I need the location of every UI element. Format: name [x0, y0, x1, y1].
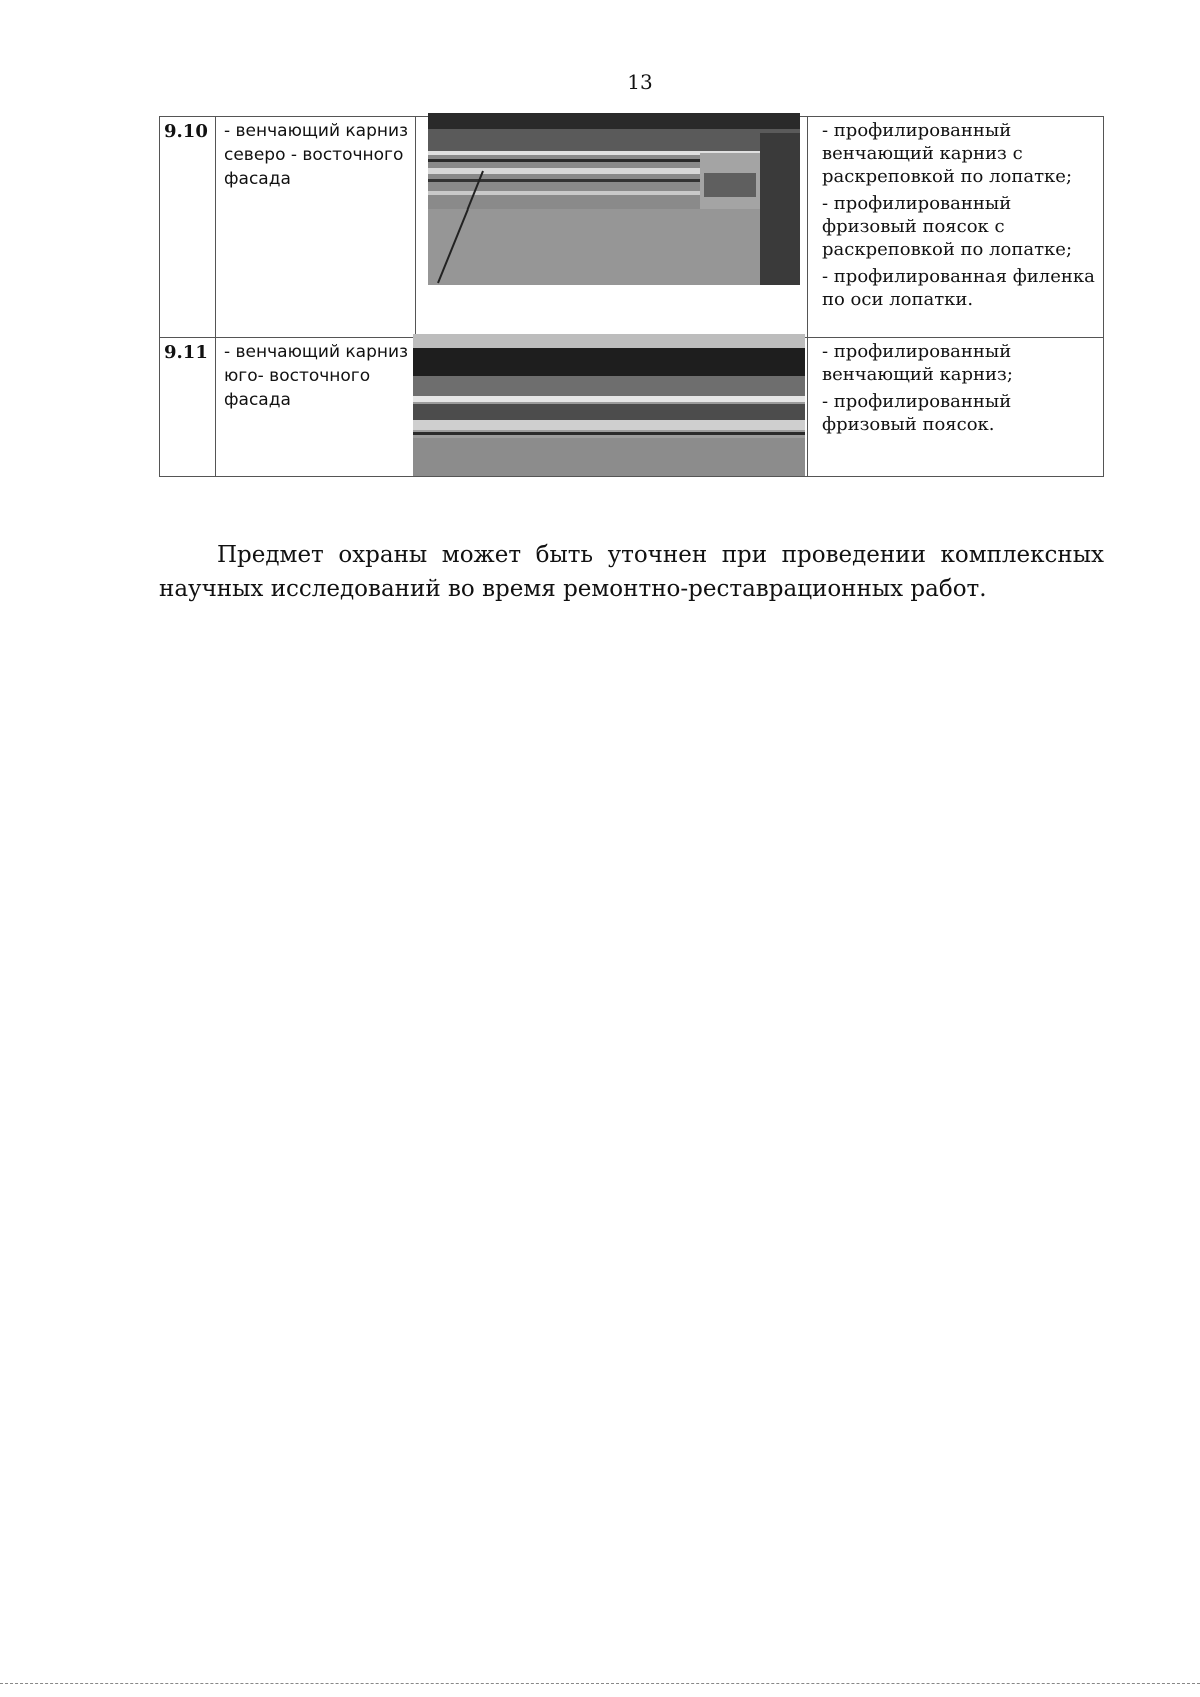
cornice-photo	[428, 113, 800, 285]
page-number: 13	[627, 70, 653, 94]
cornice-photo	[413, 334, 805, 476]
photo-cell	[416, 338, 808, 476]
feature-item: - профилированный венчающий карниз с раскреповкой по лопатке;	[822, 120, 1073, 187]
features-cell	[808, 117, 1103, 337]
feature-item: - профилированный венчающий карниз;	[822, 341, 1013, 385]
features-cell	[808, 338, 1103, 476]
row-number: 9.10	[160, 117, 216, 337]
photo-cell	[416, 117, 808, 337]
table-row	[159, 116, 1104, 337]
feature-item: - профилированная филенка по оси лопатки.	[822, 266, 1095, 310]
feature-item: - профилированный фризовый поясок.	[822, 391, 1012, 435]
scan-edge-rule	[0, 1683, 1200, 1685]
protection-note: Предмет охраны может быть уточнен при проведении комплексных научных исследований во время ремонтно-реставрационных работ.	[159, 542, 1104, 602]
row-number: 9.11	[160, 338, 216, 476]
feature-item: - профилированный фризовый поясок с раскреповкой по лопатке;	[822, 193, 1073, 260]
row-description: - венчающий карниз юго- восточного фасада	[216, 338, 416, 476]
table-row	[159, 337, 1104, 477]
row-description: - венчающий карниз северо - восточного фасада	[216, 117, 416, 337]
protection-table	[159, 116, 1104, 477]
